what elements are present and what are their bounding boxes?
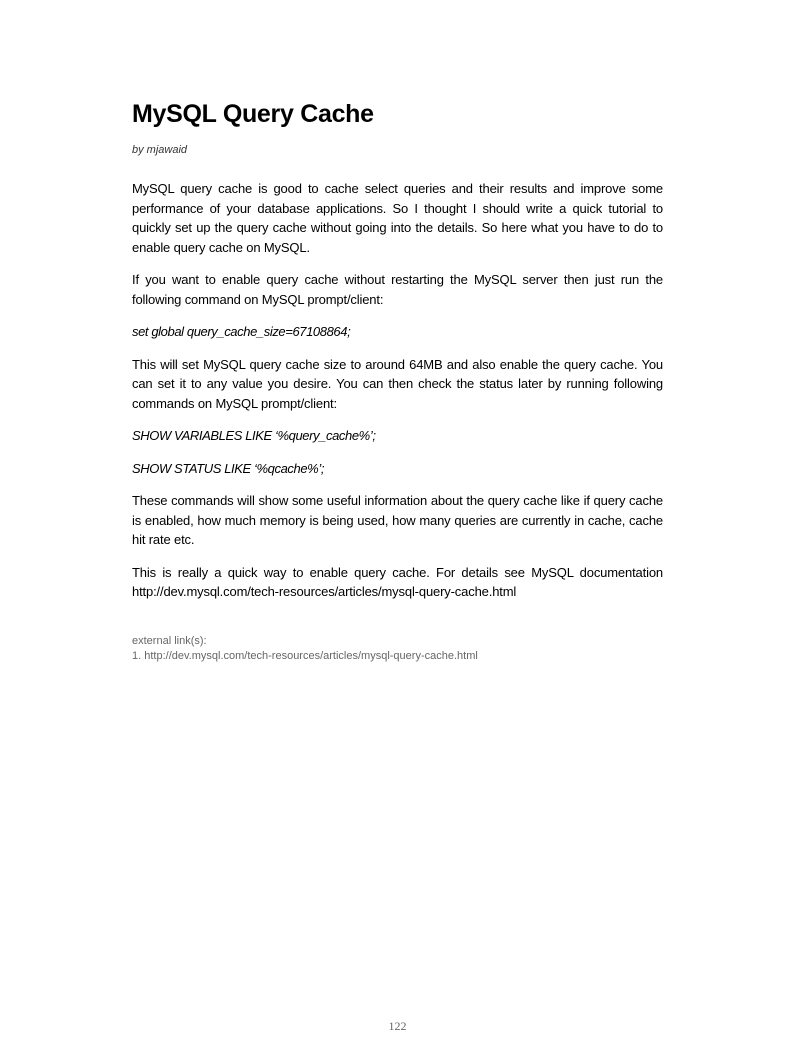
- external-link-item[interactable]: 1. http://dev.mysql.com/tech-resources/articles/mysql-query-cache.html: [132, 650, 478, 662]
- external-links-heading: external link(s):: [132, 634, 207, 647]
- code-show-status: SHOW STATUS LIKE ‘%qcache%’;: [132, 460, 325, 476]
- external-links-list: [132, 649, 663, 665]
- code-show-variables: SHOW VARIABLES LIKE ‘%query_cache%’;: [132, 428, 376, 443]
- paragraph-cache-size-explanation: This will set MySQL query cache size to around 64MB and also enable the query cache. You can set it to any value you desire. You can then check the status later by running following commands on MySQL prompt/client:: [132, 356, 663, 411]
- paragraph-command-output: These commands will show some useful information about the query cache like if query cache is enabled, how much memory is being used, how many queries are currently in cache, cache hit rate etc.: [132, 493, 663, 547]
- paragraph-conclusion: This is really a quick way to enable query cache. For details see MySQL documentation http://dev.mysql.com/tech-resources/articles/mysql-query-cache.html: [132, 564, 663, 599]
- paragraph-intro: MySQL query cache is good to cache select queries and their results and improve some performance of your database applications. So I thought I should write a quick tutorial to quickly set up the query cache without going into the details. So here what you have to do to enable query cache on MySQL.: [132, 181, 663, 255]
- paragraph-enable-instructions: If you want to enable query cache without restarting the MySQL server then just run the following command on MySQL prompt/client:: [132, 272, 663, 307]
- article: [132, 98, 663, 665]
- external-links: [132, 634, 663, 665]
- code-set-cache-size: set global query_cache_size=67108864;: [132, 324, 351, 339]
- author-byline: by mjawaid: [132, 144, 188, 156]
- page-number: 122: [388, 1019, 407, 1033]
- page-title: MySQL Query Cache: [132, 100, 374, 128]
